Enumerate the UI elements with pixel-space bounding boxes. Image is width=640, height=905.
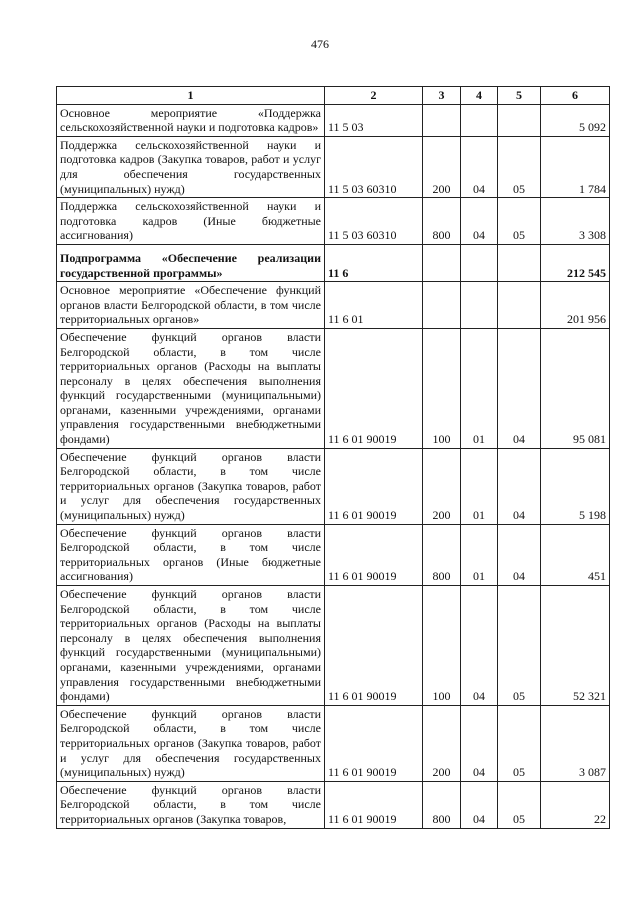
subsection-code: 05 <box>498 198 541 245</box>
budget-code: 11 6 <box>325 244 423 281</box>
section-code <box>461 104 498 136</box>
section-code: 01 <box>461 328 498 448</box>
section-code: 04 <box>461 705 498 781</box>
expense-type <box>423 104 461 136</box>
budget-code: 11 6 01 90019 <box>325 448 423 524</box>
expense-type: 100 <box>423 586 461 706</box>
budget-code: 11 6 01 90019 <box>325 328 423 448</box>
amount: 3 308 <box>541 198 610 245</box>
expense-type <box>423 244 461 281</box>
section-code <box>461 244 498 281</box>
subsection-code <box>498 104 541 136</box>
subsection-code: 04 <box>498 328 541 448</box>
table-row <box>57 136 610 197</box>
column-header: 5 <box>498 87 541 105</box>
amount: 5 092 <box>541 104 610 136</box>
subsection-code: 04 <box>498 524 541 585</box>
row-description: Обеспечение функций органов власти Белгородской области, в том числе территориальных органов (Расходы на выплаты персоналу в целях обеспечения выполнения функций государственными (муниципальными) органами, казенными учреждениями, органами управления государственными внебюджетными фондами) <box>57 586 325 706</box>
section-code: 04 <box>461 136 498 197</box>
amount: 5 198 <box>541 448 610 524</box>
expense-type: 800 <box>423 524 461 585</box>
section-code: 01 <box>461 524 498 585</box>
amount: 95 081 <box>541 328 610 448</box>
row-description: Поддержка сельскохозяйственной науки и подготовка кадров (Закупка товаров, работ и услуг для обеспечения государственных (муниципальных) нужд) <box>57 136 325 197</box>
budget-code: 11 6 01 <box>325 282 423 329</box>
section-code: 04 <box>461 586 498 706</box>
table-row <box>57 705 610 781</box>
subsection-code <box>498 282 541 329</box>
row-description: Обеспечение функций органов власти Белгородской области, в том числе территориальных органов (Расходы на выплаты персоналу в целях обеспечения выполнения функций государственными (муниципальными) органами, казенными учреждениями, органами управления государственными внебюджетными фондами) <box>57 328 325 448</box>
table-row <box>57 781 610 828</box>
table-row <box>57 448 610 524</box>
table-row <box>57 524 610 585</box>
section-code: 04 <box>461 781 498 828</box>
table-row-subprogram <box>57 244 610 281</box>
amount: 3 087 <box>541 705 610 781</box>
subsection-code: 04 <box>498 448 541 524</box>
amount: 22 <box>541 781 610 828</box>
section-code: 01 <box>461 448 498 524</box>
row-description: Подпрограмма «Обеспечение реализации государственной программы» <box>57 244 325 281</box>
row-description: Обеспечение функций органов власти Белгородской области, в том числе территориальных органов (Закупка товаров, работ и услуг для обеспечения государственных (муниципальных) нужд) <box>57 448 325 524</box>
amount: 212 545 <box>541 244 610 281</box>
column-header: 4 <box>461 87 498 105</box>
row-description: Основное мероприятие «Обеспечение функций органов власти Белгородской области, в том числе территориальных органов» <box>57 282 325 329</box>
budget-code: 11 6 01 90019 <box>325 524 423 585</box>
expense-type: 800 <box>423 781 461 828</box>
budget-code: 11 6 01 90019 <box>325 586 423 706</box>
subsection-code <box>498 244 541 281</box>
expense-type: 800 <box>423 198 461 245</box>
section-code: 04 <box>461 198 498 245</box>
budget-code: 11 5 03 <box>325 104 423 136</box>
amount: 201 956 <box>541 282 610 329</box>
budget-code: 11 6 01 90019 <box>325 705 423 781</box>
amount: 52 321 <box>541 586 610 706</box>
table-row <box>57 282 610 329</box>
column-header: 1 <box>57 87 325 105</box>
expense-type: 200 <box>423 448 461 524</box>
subsection-code: 05 <box>498 705 541 781</box>
amount: 451 <box>541 524 610 585</box>
table-header-row <box>57 87 610 105</box>
row-description: Обеспечение функций органов власти Белгородской области, в том числе территориальных органов (Иные бюджетные ассигнования) <box>57 524 325 585</box>
budget-table <box>56 86 610 829</box>
expense-type <box>423 282 461 329</box>
budget-code: 11 5 03 60310 <box>325 136 423 197</box>
expense-type: 200 <box>423 705 461 781</box>
column-header: 3 <box>423 87 461 105</box>
expense-type: 200 <box>423 136 461 197</box>
table-row <box>57 104 610 136</box>
table-row <box>57 198 610 245</box>
section-code <box>461 282 498 329</box>
table-row <box>57 328 610 448</box>
subsection-code: 05 <box>498 781 541 828</box>
subsection-code: 05 <box>498 586 541 706</box>
row-description: Поддержка сельскохозяйственной науки и подготовка кадров (Иные бюджетные ассигнования) <box>57 198 325 245</box>
row-description: Обеспечение функций органов власти Белгородской области, в том числе территориальных органов (Закупка товаров, <box>57 781 325 828</box>
row-description: Обеспечение функций органов власти Белгородской области, в том числе территориальных органов (Закупка товаров, работ и услуг для обеспечения государственных (муниципальных) нужд) <box>57 705 325 781</box>
budget-code: 11 5 03 60310 <box>325 198 423 245</box>
subsection-code: 05 <box>498 136 541 197</box>
amount: 1 784 <box>541 136 610 197</box>
row-description: Основное мероприятие «Поддержка сельскохозяйственной науки и подготовка кадров» <box>57 104 325 136</box>
column-header: 2 <box>325 87 423 105</box>
budget-code: 11 6 01 90019 <box>325 781 423 828</box>
page-number: 476 <box>311 37 329 51</box>
column-header: 6 <box>541 87 610 105</box>
expense-type: 100 <box>423 328 461 448</box>
table-row <box>57 586 610 706</box>
